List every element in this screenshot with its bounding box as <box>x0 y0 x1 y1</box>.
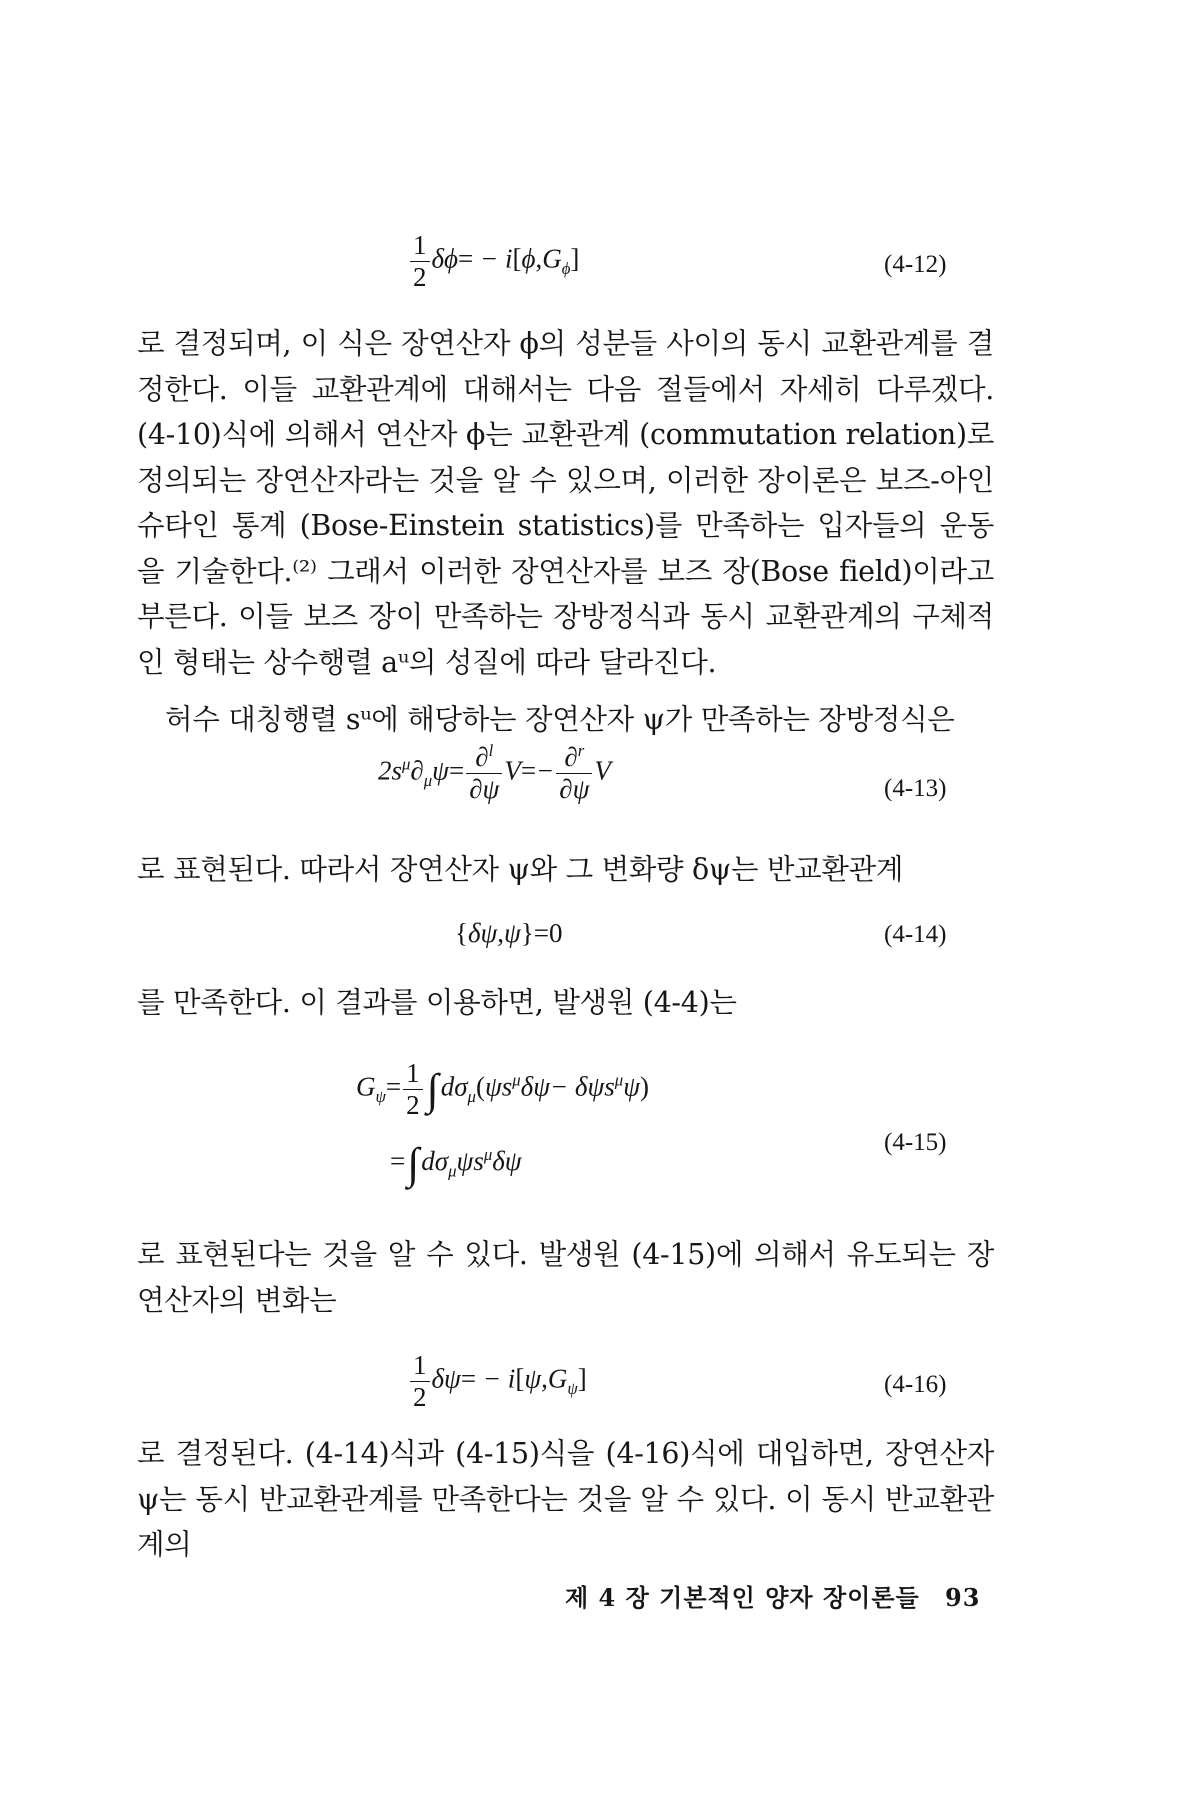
page-number: 93 <box>945 1583 981 1612</box>
equation-number: (4-13) <box>884 775 947 802</box>
equation-number: (4-12) <box>884 251 947 278</box>
book-page: $\frac{1}{2}$ $\delta\phi= - i[\phi,G_\phi]$ (4-12) 로 결정되며, 이 식은 장연산자 ϕ의 성분들 사이의 동시 교환관계를 결정한다. 이들 교환관계에 대해서는 다음 절들에서 자세히 다루겠다. (4-10)식에 의해서 연산자 ϕ는 교환관계 (commutation relation)로 정의되는 장연산자라는 것을 알 수 있으며, 이러한 장이론은 보즈-아인슈타인 통계 (Bose-Einstein statistics)를 만족하는 입자들의 운동을 기술한다.⁽²⁾ 그래서 이러한 장연산자를 보즈 장(Bose field)이라고 부른다. 이들 보즈 장이 만족하는 장방정식과 동시 교환관계의 구체적인 형태는 상수행렬 aᵘ의 성질에 따라 달라진다. 허수 대칭행렬 sᵘ에 해당하는 장연산자 ψ가 만족하는 장방정식은 $2s^\mu\partial_\mu\psi=$ $\frac{\partial^l}{\partial\psi}$ V=− $\frac{\partial^r}{\partial\psi}$ V (4-13) 로 표현된다. 따라서 장연산자 ψ와 그 변화량 δψ는 반교환관계 {δψ,ψ}=0 (4-14) 를 만족한다. 이 결과를 이용하면, 발생원 (4-4)는 $G_\psi=$ $\frac{1}{2}$ $\int d\sigma_\mu(\psi s^\mu\delta\psi- \delta\psi s^\mu\psi)$ $=\int d\sigma_\mu\psi s^\mu\delta\psi$ (4-15) 로 표현된다는 것을 알 수 있다. 발생원 (4-15)에 의해서 유도되는 장연산자의 변화는 $\frac{1}{2}$ $\delta\psi= - i[\psi,G_\psi]$ (4-16) 로 결정된다. (4-14)식과 (4-15)식을 (4-16)식에 대입하면, 장연산자 ψ는 동시 반교환관계를 만족한다는 것을 알 수 있다. 이 동시 반교환관계의 제 4 장 기본적인 양자 장이론들 93 <box>137 230 994 1612</box>
paragraph-2: 허수 대칭행렬 sᵘ에 해당하는 장연산자 ψ가 만족하는 장방정식은 <box>165 703 955 736</box>
paragraph-5: 로 표현된다는 것을 알 수 있다. 발생원 (4-15)에 의해서 유도되는 장연산자의 변화는 <box>137 1238 994 1317</box>
equation-number: (4-15) <box>884 1129 947 1156</box>
paragraph-3: 로 표현된다. 따라서 장연산자 ψ와 그 변화량 δψ는 반교환관계 <box>137 853 904 886</box>
paragraph-4: 를 만족한다. 이 결과를 이용하면, 발생원 (4-4)는 <box>137 986 737 1019</box>
equation-number: (4-16) <box>884 1371 947 1398</box>
running-head: 제 4 장 기본적인 양자 장이론들 <box>565 1583 920 1612</box>
page-footer <box>565 1578 980 1613</box>
paragraph-1: 로 결정되며, 이 식은 장연산자 ϕ의 성분들 사이의 동시 교환관계를 결정한다. 이들 교환관계에 대해서는 다음 절들에서 자세히 다루겠다. (4-10)식에 의해서 연산자 ϕ는 교환관계 (commutation relation)로 정의되는 장연산자라는 것을 알 수 있으며, 이러한 장이론은 보즈-아인슈타인 통계 (Bose-Einstein statistics)를 만족하는 입자들의 운동을 기술한다.⁽²⁾ 그래서 이러한 장연산자를 보즈 장(Bose field)이라고 부른다. 이들 보즈 장이 만족하는 장방정식과 동시 교환관계의 구체적인 형태는 상수행렬 aᵘ의 성질에 따라 달라진다. <box>137 327 994 679</box>
equation-number: (4-14) <box>884 921 947 948</box>
paragraph-6: 로 결정된다. (4-14)식과 (4-15)식을 (4-16)식에 대입하면, 장연산자 ψ는 동시 반교환관계를 만족한다는 것을 알 수 있다. 이 동시 반교환관계의 <box>137 1437 994 1561</box>
